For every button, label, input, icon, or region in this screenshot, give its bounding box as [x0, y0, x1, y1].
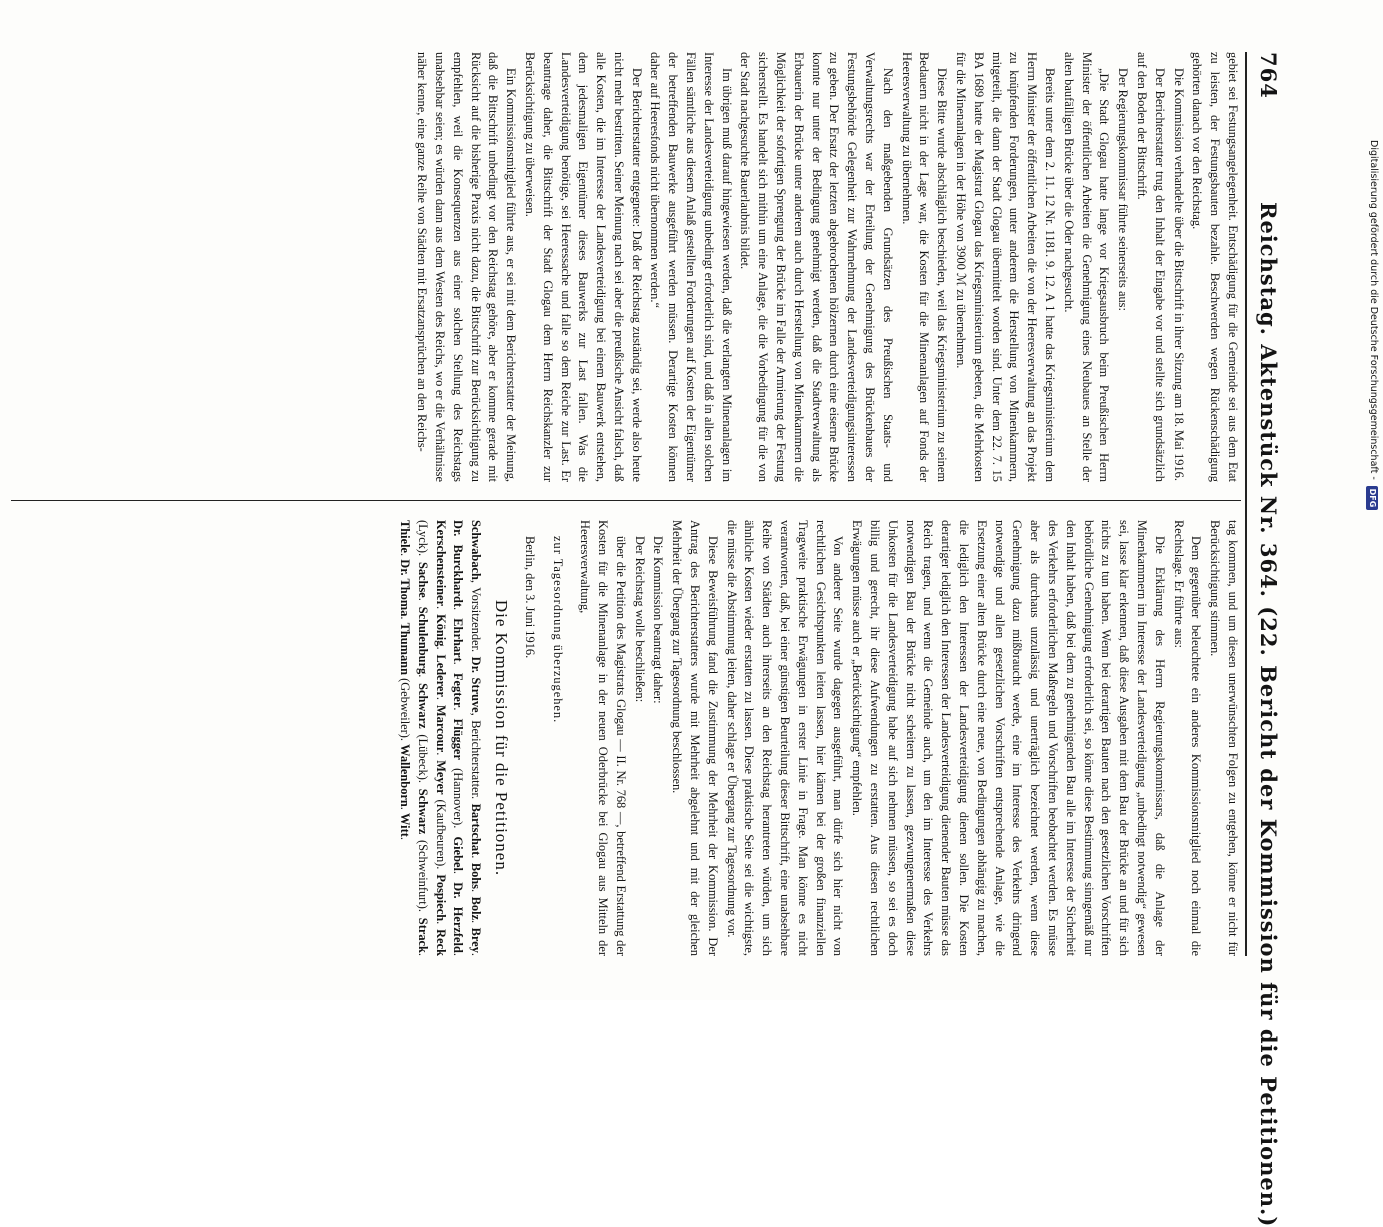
member-name: Wallenborn — [397, 744, 412, 807]
member-name: Kerschensteiner — [433, 520, 448, 607]
member-name: Dr. Burckhardt — [451, 520, 466, 608]
member-name: Bolz — [469, 896, 484, 921]
member-note: (Kaufbeuren). — [433, 794, 448, 875]
member-note: (Gebweiler). — [397, 674, 412, 745]
paragraph: Die Kommission verhandelte über die Bittschrift in ihrer Sitzung am 18. Mai 1916. — [1171, 68, 1186, 481]
member-note: . — [415, 952, 430, 956]
member-note: . — [397, 806, 412, 813]
right-paragraphs — [576, 520, 1241, 956]
paragraph: Von anderer Seite wurde dagegen ausgeführt, man dürfe sich hier nicht von rechtlichen Gesichtspunkten leiten lassen, hier kämen bei der großen finanziellen Tragweite praktische Erwägungen in erster Linie in Frage. Man könne es nicht verantworten, daß, bei einer günstigen Beurteilung dieser Bittschrift, eine unabsehbare Reihe von Städten auch ihrerseits an den Reichstag herantreten würden, um sich ähnliche Kosten wieder erstatten zu lassen. Diese praktische Seite sei die wichtigste, die müsse die Abstimmung leiten, daher schlage er Übergang zur Tagesordnung vor. — [724, 520, 846, 956]
member-note: (Schweinfurt). — [415, 834, 430, 918]
paragraph: Der Berichterstatter trug den Inhalt der Eingabe vor und stellte sich grundsätzlich auf den Boden der Bittschrift. — [1135, 52, 1167, 482]
digitization-note-text: Digitalisierung gefördert durch die Deutsche Forschungsgemeinschaft - — [1368, 140, 1379, 480]
page-number: 764 — [1256, 52, 1281, 99]
member-note: (Hannover). — [451, 759, 466, 837]
member-note: . — [433, 696, 448, 705]
resolution-end: zur Tagesordnung überzugehen. — [550, 536, 565, 724]
paragraph: über die Petition des Magistrats Glogau — II. Nr. 768 —, betreffend Erstattung der Kosten für die Minenanlage in der neuen Oderbrücke bei Glogau aus Mitteln der Heeresverwaltung, — [578, 520, 628, 956]
right-column — [6, 520, 1241, 956]
paragraph: Die Erklärung des Herrn Regierungskommissars, daß die Anlage der Minenkammern im Interesse der Landesverteidigung „unbedingt notwendig“ gewesen sei, lasse klar erkennen, daß diese Ausgaben mit dem Bau der Brücke an und für sich nichts zu tun haben. Wenn bei derartigen Bauten nach den gesetzlichen Vorschriften behördliche Genehmigung erforderlich sei, so könne diese Bestimmung sinngemäß nur den Inhalt haben, daß bei dem zu genehmigenden Bau alle im Interesse der Sicherheit des Verkehrs erforderlichen Maßregeln und Vorschriften beobachtet werden. Es müsse aber als durchaus unzulässig und unerträglich bezeichnet werden, wenn diese Genehmigung dazu mißbraucht werde, eine im Interesse des Verkehrs dringend notwendige und allen gesetzlichen Vorschriften entsprechende Anlage, wie die Ersetzung einer alten Brücke durch eine neue, von Bedingungen abhängig zu machen, die lediglich den Interessen der Landesverteidigung dienen sollen. Die Kosten derartiger lediglich den Interessen der Landesverteidigung dienender Bauten müsse das Reich tragen, und wenn die Gemeinde auch, um den im Interesse des Verkehrs notwendigen Bau der Brücke nicht scheitern zu lassen, gezwungenermaßen diese Unkosten für die Landesverteidigung habe auf sich nehmen müssen, so sei es doch billig und gerecht, ihr diese Aufwendungen zu erstatten. Aus diesen rechtlichen Erwägungen müsse auch er „Berücksichtigung“ empfehlen. — [850, 520, 1167, 956]
member-note: , Vorsitzender. — [469, 579, 484, 657]
paragraph: Nach den maßgebenden Grundsätzen des Preußischen Staats- und Verwaltungsrechts war der Erteilung der Genehmigung des Brückenbaues der Festungsbehörde Gelegenheit zur Wahrnehmung der Landesverteidigungsinteressen zu geben. Der Ersatz der letzten abgebrochenen hölzernen durch eine eiserne Brücke konnte nur unter der Bedingung genehmigt werden, daß die Stadtverwaltung als Erbauerin der Brücke unter anderem auch durch Herstellung von Minenkammern die Möglichkeit der sofortigen Sprengung der Brücke im Falle der Armierung der Festung sicherstellt. Es handelt sich mithin um eine Anlage, die die Vorbedingung für die von der Stadt nachgesuchte Bauerlaubnis bildet. — [738, 52, 895, 482]
member-name: Witt — [397, 812, 412, 837]
member-note: . — [469, 952, 484, 956]
commission-title: Die Kommission für die Petitionen. — [491, 599, 511, 877]
paragraph: Der Regierungskommissar führte seinerseits aus: — [1116, 68, 1131, 311]
page-header — [1245, 52, 1287, 1227]
paragraph: Dem gegenüber beleuchtete ein anderes Kommissionsmitglied noch einmal die Rechtslage. Er führte aus: — [1171, 520, 1204, 956]
paragraph: Der Reichstag wolle beschließen: — [632, 536, 647, 703]
member-name: Pospiech — [433, 874, 448, 922]
member-note: . — [469, 889, 484, 897]
member-name: Dr. Thoma — [397, 559, 412, 617]
member-name: Giebel — [451, 836, 466, 871]
paragraph: Die Kommission beantragt daher: — [651, 536, 666, 704]
column-divider — [11, 500, 1241, 501]
left-column — [6, 52, 1241, 482]
member-note: . — [433, 752, 448, 761]
member-name: König — [433, 614, 448, 647]
member-name: Bohs — [469, 862, 484, 890]
member-name: Schwarz — [415, 683, 430, 729]
member-note: . — [415, 597, 430, 607]
member-note: . — [451, 870, 466, 883]
member-note: . — [433, 921, 448, 930]
page-title: Reichstag. Aktenstück Nr. 364. (22. Bericht der Kommission für die Petitionen.) — [1256, 202, 1281, 1227]
member-note: (Lübeck). — [415, 728, 430, 789]
member-name: Schulenburg — [415, 606, 430, 675]
paragraph: gebiet sei Festungsangelegenheit. Entschädigung für die Gemeinde sei aus dem Etat zu leisten, der Festungsbauten bezahle. Beschwerden wegen Rückenschädigung gehörten danach vor den Reichstag. — [1190, 52, 1240, 482]
paragraph: Bereits unter dem 2. 11. 12 Nr. 1181. 9. 12. A 1 hatte das Kriegsministerium dem Herrn Minister der öffentlichen Arbeiten die von der Heeresverwaltung an das Projekt zu knüpfenden Forderungen, unter anderem die Herstellung von Minenkammern, mitgeteilt, die dann der Stadt Glogau übermittelt worden sind. Unter dem 22. 7. 15 BA 1689 hatte der Magistrat Glogau das Kriegsministerium gebeten, die Mehrkosten für die Minenanlagen in der Höhe von 3900 ℳ zu übernehmen. — [954, 52, 1058, 482]
member-note: . — [451, 707, 466, 719]
member-note: . — [397, 553, 412, 560]
paragraph: Im übrigen muß darauf hingewiesen werden, daß die verlangten Minenanlagen im Interesse der Landesverteidigung unbedingt erforderlich sind, und daß in allen solchen Fällen sämtliche aus diesem Anlaß gestellten Forderungen auf Kosten der Eigentümer der betreffenden Bauwerke ausgeführt werden müssen. Derartige Kosten können daher auf Heeresfonds nicht übernommen werden.“ — [648, 52, 734, 482]
paragraph: Ein Kommissionsmitglied führte aus, er sei mit dem Berichterstatter der Meinung, daß die Bittschrift unbedingt vor den Reichstag gehöre, aber er komme gerade mit Rücksicht auf die bisherige Praxis nicht dazu, die Bittschrift zur Berücksichtigung zu empfehlen, weil die Konsequenzen aus einer solchen Stellung des Reichstags unabsehbar seien; es würden dann aus dem Westen des Reichs, wo er die Verhältnisse näher kenne, eine ganze Reihe von Städten mit Ersatzansprüchen an den Reichs- — [415, 52, 519, 482]
member-name: Ehrhart — [451, 618, 466, 662]
member-name: Fegter — [451, 672, 466, 708]
member-name: Strack — [415, 917, 430, 953]
member-name: Brey — [469, 927, 484, 953]
paragraph: Diese Beweisführung fand die Zustimmung der Mehrheit der Kommission. Der Antrag des Berichterstatters wurde mit Mehrheit abgelehnt und mit der gleichen Mehrheit der Übergang zur Tagesordnung beschlossen. — [670, 520, 720, 956]
paragraph: „Die Stadt Glogau hatte lange vor Kriegsausbruch beim Preußischen Herrn Minister der öffentlichen Arbeiten die Genehmigung eines Neubaues an Stelle der alten baufälligen Brücke über die Oder nachgesucht. — [1061, 52, 1112, 482]
member-note: (Lyck). — [415, 520, 430, 562]
member-name: Schwabach — [469, 520, 484, 580]
paragraph: Diese Bitte wurde abschläglich beschieden, weil das Kriegsministerium zu seinem Bedauern nicht in der Lage war, die Kosten für die Minenanlagen auf Fonds der Heeresverwaltung zu übernehmen. — [899, 52, 950, 482]
member-note: , Berichterstatter. — [469, 712, 484, 804]
paragraph: tag kommen, und um diesen unerwünschten Folgen zu entgehen, könne er nicht für Berücksichtigung stimmen. — [1208, 520, 1240, 956]
member-name: Sachse — [415, 561, 430, 598]
member-name: Lederer — [433, 654, 448, 697]
member-name: Meyer — [433, 760, 448, 795]
member-name: Thiele — [397, 520, 412, 554]
member-note: . — [415, 674, 430, 684]
member-note: . — [451, 952, 466, 956]
member-name: Thumann — [397, 622, 412, 675]
member-note: . — [433, 646, 448, 655]
member-name: Reck — [433, 929, 448, 956]
dfg-logo: DFG — [1366, 486, 1378, 510]
member-note: . — [433, 606, 448, 615]
member-note: . — [469, 920, 484, 928]
member-note: . — [469, 855, 484, 863]
member-list — [395, 520, 484, 956]
paragraph: Der Berichterstatter entgegnete: Daß der Reichstag zuständig sei, werde also heute nicht mehr bestritten. Seiner Meinung nach sei aber die preußische Ansicht falsch, daß alle Kosten, die im Interesse der Landesverteidigung bei einem Bauwerk entstehen, dem jedesmaligen Eigentümer dieses Bauwerks zur Last fallen. Was die Landesverteidigung benötige, sei Heeressache und falle so dem Reiche zur Last. Er beantrage daher, die Bittschrift der Stadt Glogau dem Herrn Reichskanzler zur Berücksichtigung zu überweisen. — [522, 52, 644, 482]
member-name: Marcour — [433, 704, 448, 753]
digitization-note — [1361, 0, 1383, 1000]
member-name: Dr. Struve — [469, 656, 484, 713]
member-note: . — [451, 661, 466, 673]
member-name: Bartschat — [469, 803, 484, 856]
member-note: . — [397, 836, 412, 840]
member-name: Flügger — [451, 718, 466, 760]
member-note: . — [397, 616, 412, 623]
place-date: Berlin, den 3. Juni 1916. — [522, 536, 537, 659]
member-name: Dr. Herzfeld — [451, 882, 466, 953]
member-note: . — [451, 607, 466, 619]
member-name: Schwarz — [415, 788, 430, 835]
